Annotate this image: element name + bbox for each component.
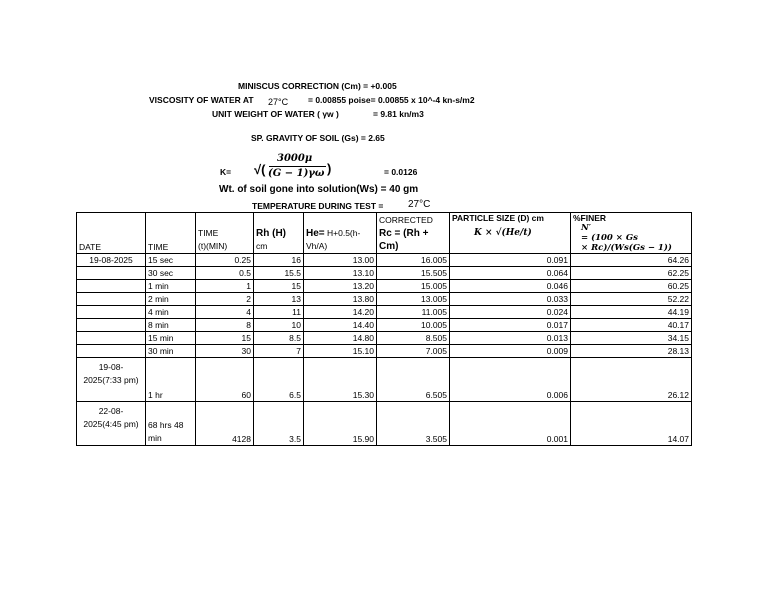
cell-he: 14.20 [304,306,377,319]
cell-finer: 26.12 [571,358,692,402]
cell-d: 0.046 [450,280,571,293]
cell-date [77,332,146,345]
cell-finer: 52.22 [571,293,692,306]
cell-finer: 64.26 [571,254,692,267]
unit-weight-label: UNIT WEIGHT OF WATER ( γw ) [212,109,339,119]
cell-he: 13.00 [304,254,377,267]
cell-rh: 8.5 [254,332,304,345]
cell-rc: 11.005 [377,306,450,319]
cell-t: 8 [196,319,254,332]
table-row [77,345,692,358]
cell-time: 4 min [146,306,196,319]
header-date: DATE [77,213,146,254]
cell-rh: 16 [254,254,304,267]
cell-d: 0.017 [450,319,571,332]
table-row [77,402,692,446]
cell-rc: 15.005 [377,280,450,293]
header-corrected: CORRECTED Rc = (Rh + Cm) [377,213,450,254]
cell-t: 1 [196,280,254,293]
cell-rh: 7 [254,345,304,358]
fraction-bar [269,166,326,167]
cell-time: 2 min [146,293,196,306]
cell-rh: 13 [254,293,304,306]
viscosity-value: = 0.00855 poise= 0.00855 x 10^-4 kn-s/m2 [308,95,475,105]
header-particle-size: PARTICLE SIZE (D) cm K × √(He/t) [450,213,571,254]
cell-he: 14.80 [304,332,377,345]
cell-d: 0.091 [450,254,571,267]
table-row [77,358,692,402]
cell-t: 15 [196,332,254,345]
table-header-row [77,213,692,254]
cell-t: 30 [196,345,254,358]
cell-finer: 34.15 [571,332,692,345]
cell-time: 15 sec [146,254,196,267]
k-numerator: 3000μ [277,153,313,164]
cell-date: 22-08- 2025(4:45 pm) [77,402,146,446]
cell-rh: 3.5 [254,402,304,446]
viscosity-label: VISCOSITY OF WATER AT [149,95,254,105]
cell-time: 15 min [146,332,196,345]
cell-rh: 10 [254,319,304,332]
header-time-min: TIME (t)(MIN) [196,213,254,254]
viscosity-temp: 27°C [268,97,289,107]
cell-rc: 10.005 [377,319,450,332]
cell-date [77,267,146,280]
cell-d: 0.001 [450,402,571,446]
cell-date [77,293,146,306]
cell-rc: 6.505 [377,358,450,402]
header-percent-finer: %FINER N′ = (100 × Gs × Rc)/(Ws(Gs − 1)) [571,213,692,254]
cell-finer: 40.17 [571,319,692,332]
cell-time: 1 min [146,280,196,293]
sqrt-close: ) [327,161,332,176]
cell-date [77,319,146,332]
cell-time: 30 sec [146,267,196,280]
table-row [77,280,692,293]
cell-rc: 7.005 [377,345,450,358]
table-row [77,254,692,267]
k-denominator: (G − 1)γω [268,168,325,179]
cell-finer: 44.19 [571,306,692,319]
cell-finer: 14.07 [571,402,692,446]
cell-time: 68 hrs 48 min [146,402,196,446]
table-row [77,306,692,319]
cell-d: 0.033 [450,293,571,306]
table-row [77,293,692,306]
cell-t: 2 [196,293,254,306]
cell-date [77,345,146,358]
cell-d: 0.013 [450,332,571,345]
header-he: He= H+0.5(h- Vh/A) [304,213,377,254]
cell-time: 8 min [146,319,196,332]
cell-rh: 15 [254,280,304,293]
cell-finer: 60.25 [571,280,692,293]
cell-he: 15.90 [304,402,377,446]
temperature-label: TEMPERATURE DURING TEST = [252,201,384,211]
meniscus-correction: MINISCUS CORRECTION (Cm) = +0.005 [238,81,397,91]
cell-finer: 62.25 [571,267,692,280]
cell-t: 4 [196,306,254,319]
table-row [77,267,692,280]
cell-t: 0.5 [196,267,254,280]
temperature-value: 27°C [408,199,431,210]
header-time: TIME [146,213,196,254]
cell-rc: 15.505 [377,267,450,280]
cell-time: 30 min [146,345,196,358]
cell-rc: 13.005 [377,293,450,306]
cell-d: 0.006 [450,358,571,402]
cell-t: 0.25 [196,254,254,267]
hydrometer-table [76,212,692,446]
header-rh: Rh (H) cm [254,213,304,254]
cell-d: 0.024 [450,306,571,319]
sqrt-symbol: √( [254,162,266,177]
k-value: = 0.0126 [384,167,418,177]
table-row [77,332,692,345]
cell-rh: 15.5 [254,267,304,280]
cell-date: 19-08-2025 [77,254,146,267]
cell-rh: 11 [254,306,304,319]
unit-weight-value: = 9.81 kn/m3 [373,109,424,119]
cell-he: 14.40 [304,319,377,332]
cell-rh: 6.5 [254,358,304,402]
cell-rc: 8.505 [377,332,450,345]
cell-d: 0.009 [450,345,571,358]
cell-d: 0.064 [450,267,571,280]
cell-date [77,280,146,293]
cell-he: 15.10 [304,345,377,358]
specific-gravity: SP. GRAVITY OF SOIL (Gs) = 2.65 [251,133,385,143]
cell-he: 13.10 [304,267,377,280]
cell-rc: 16.005 [377,254,450,267]
cell-he: 13.20 [304,280,377,293]
cell-rc: 3.505 [377,402,450,446]
cell-t: 60 [196,358,254,402]
cell-time: 1 hr [146,358,196,402]
weight-of-soil: Wt. of soil gone into solution(Ws) = 40 gm [219,184,419,195]
table-row [77,319,692,332]
k-label: K= [220,167,232,177]
cell-t: 4128 [196,402,254,446]
cell-finer: 28.13 [571,345,692,358]
cell-he: 13.80 [304,293,377,306]
cell-date [77,306,146,319]
cell-he: 15.30 [304,358,377,402]
cell-date: 19-08- 2025(7:33 pm) [77,358,146,402]
